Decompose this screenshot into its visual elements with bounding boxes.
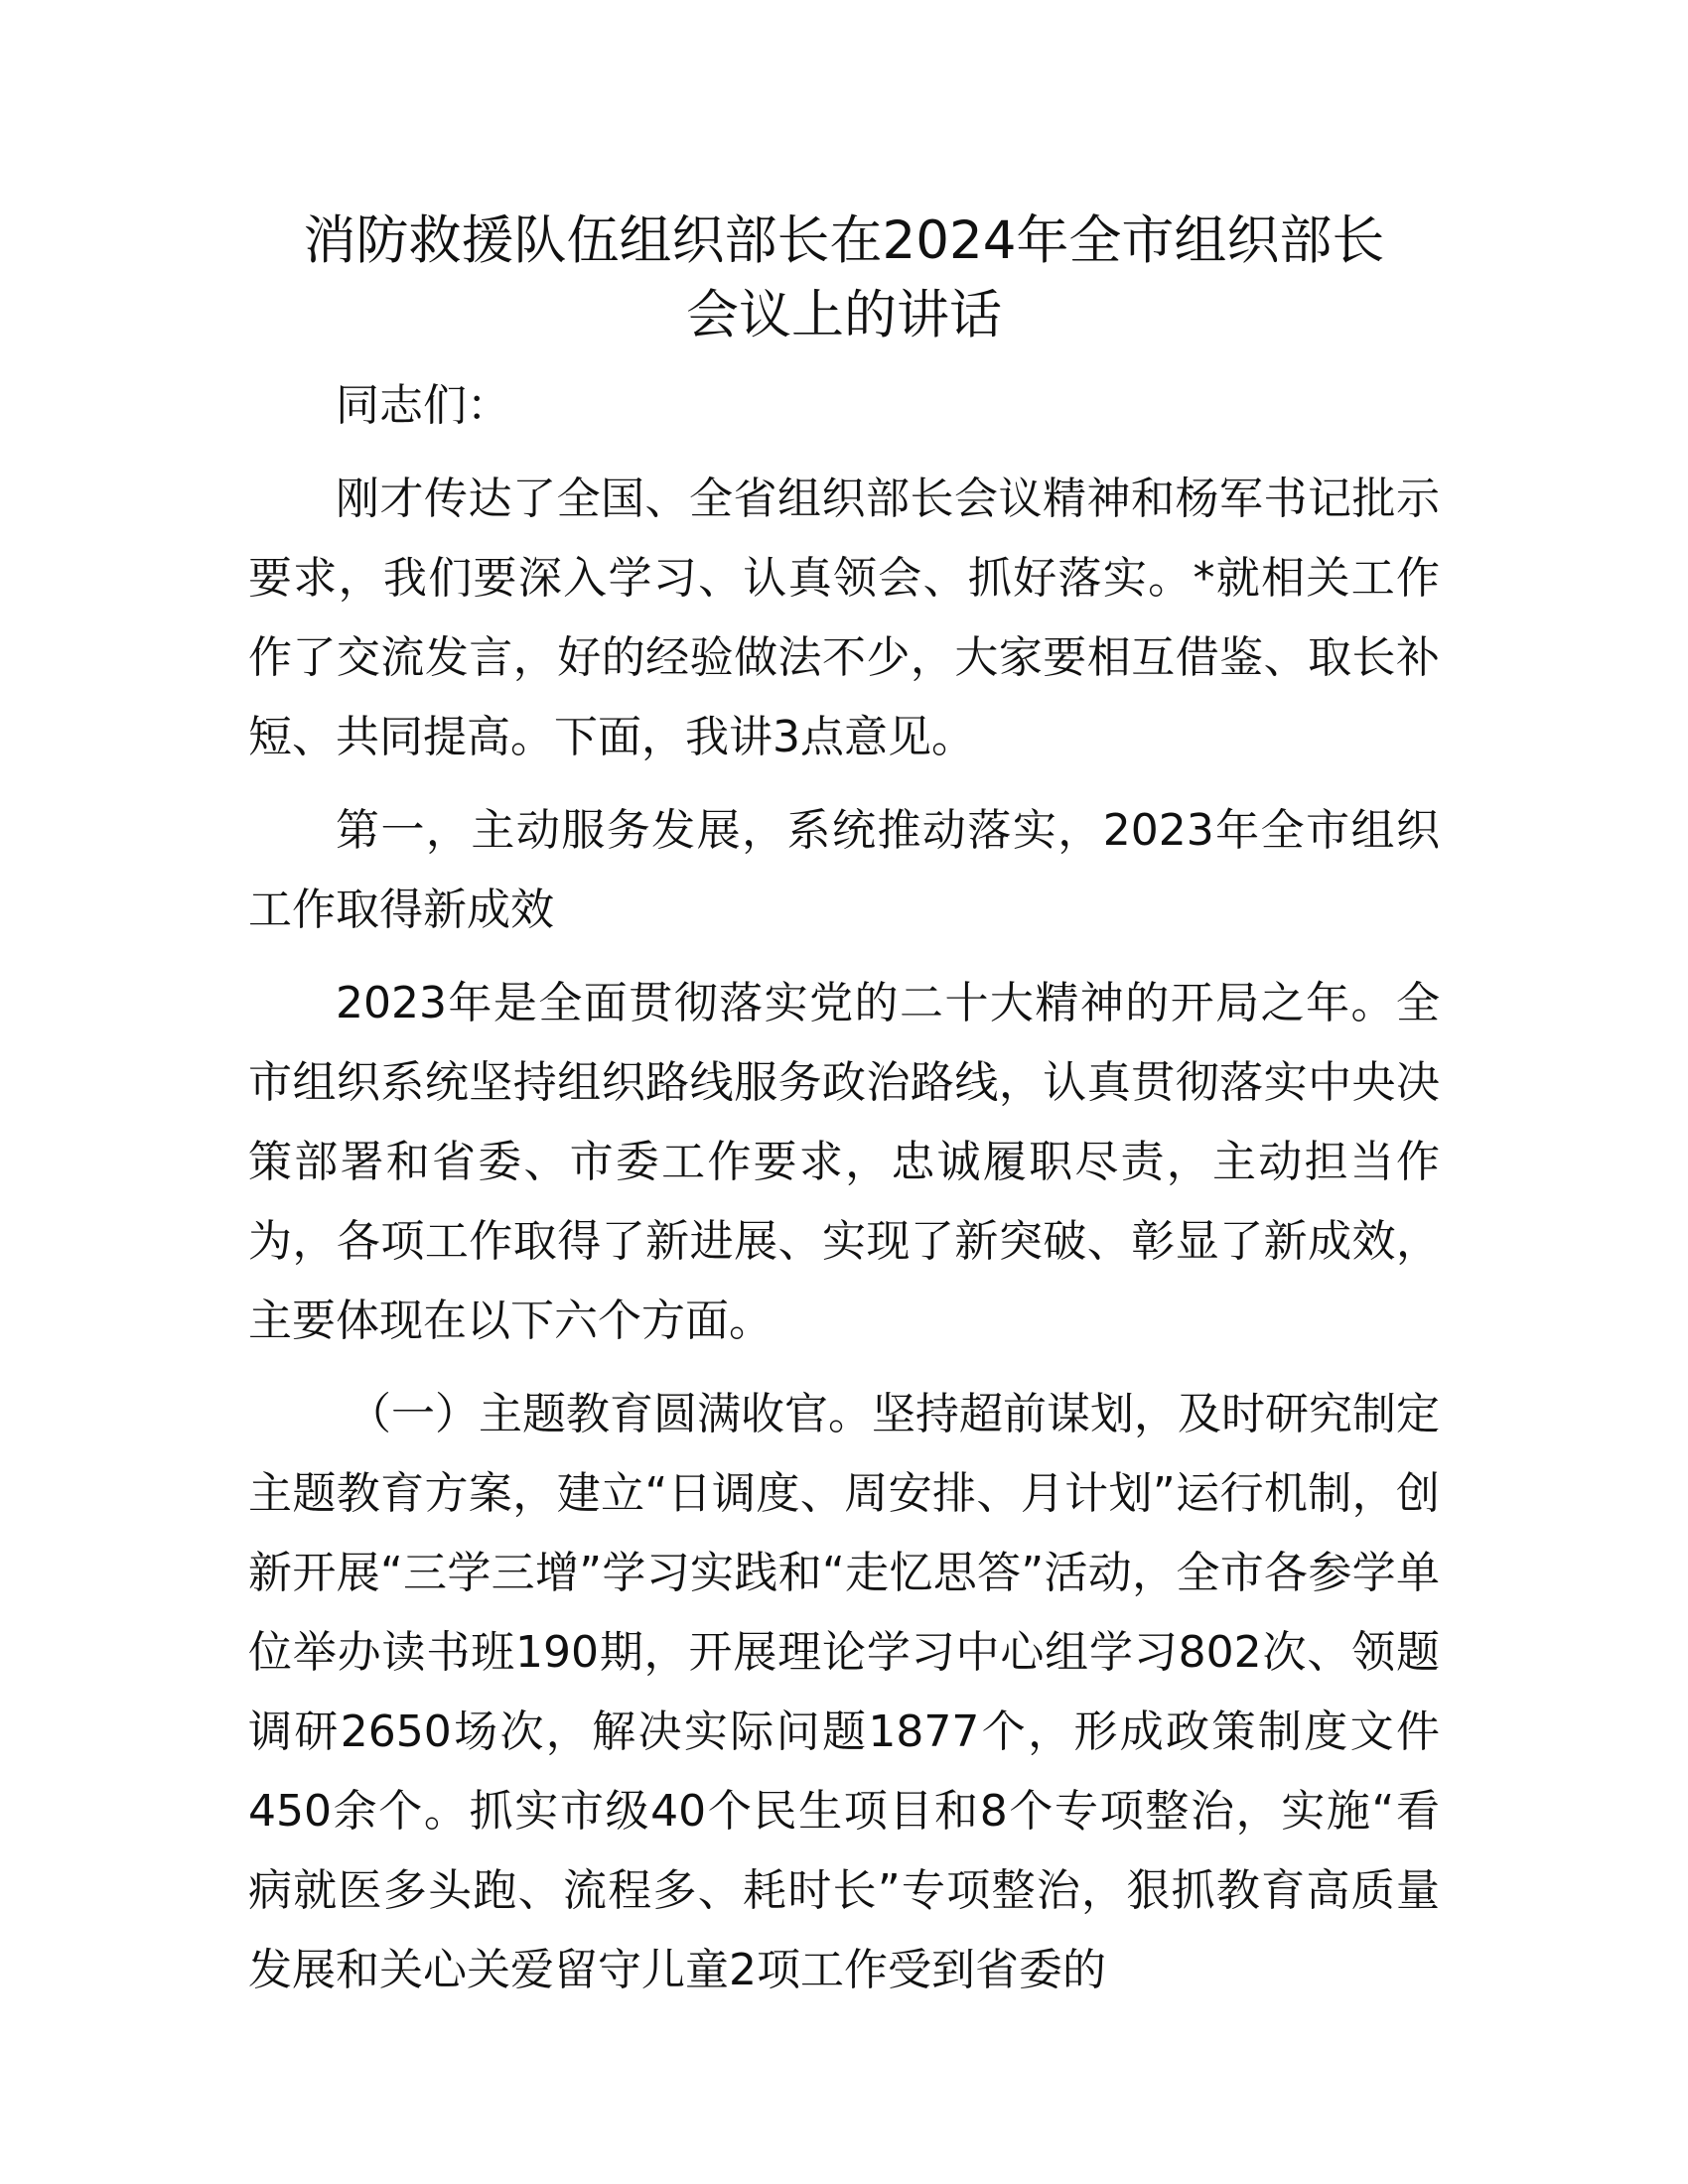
greeting: 同志们： (336, 380, 510, 431)
section-heading-1: 第一，主动服务发展，系统推动落实，2023年全市组织工作取得新成效 (248, 805, 1440, 935)
document-page (248, 204, 1440, 2010)
section-1-paragraph: 2023年是全面贯彻落实党的二十大精神的开局之年。全市组织系统坚持组织路线服务政治路线，认真贯彻落实中央决策部署和省委、市委工作要求，忠诚履职尽责，主动担当作为，各项工作取得了新进展、实现了新突破、彰显了新成效，主要体现在以下六个方面。 (248, 978, 1440, 1346)
document-title (248, 204, 1440, 352)
title-line-2: 会议上的讲话 (686, 285, 1002, 345)
title-line-1: 消防救援队伍组织部长在2024年全市组织部长 (303, 210, 1385, 271)
subsection-1-paragraph: （一）主题教育圆满收官。坚持超前谋划，及时研究制定主题教育方案，建立“日调度、周安排、月计划”运行机制，创新开展“三学三增”学习实践和“走忆思答”活动，全市各参学单位举办读书班190期，开展理论学习中心组学习802次、领题调研2650场次，解决实际问题1877个，形成政策制度文件450余个。抓实市级40个民生项目和8个专项整治，实施“看病就医多头跑、流程多、耗时长”专项整治，狠抓教育高质量发展和关心关爱留守儿童2项工作受到省委的 (248, 1389, 1440, 1995)
intro-paragraph: 刚才传达了全国、全省组织部长会议精神和杨军书记批示要求，我们要深入学习、认真领会、抓好落实。*就相关工作作了交流发言，好的经验做法不少，大家要相互借鉴、取长补短、共同提高。下面，我讲3点意见。 (248, 474, 1440, 762)
